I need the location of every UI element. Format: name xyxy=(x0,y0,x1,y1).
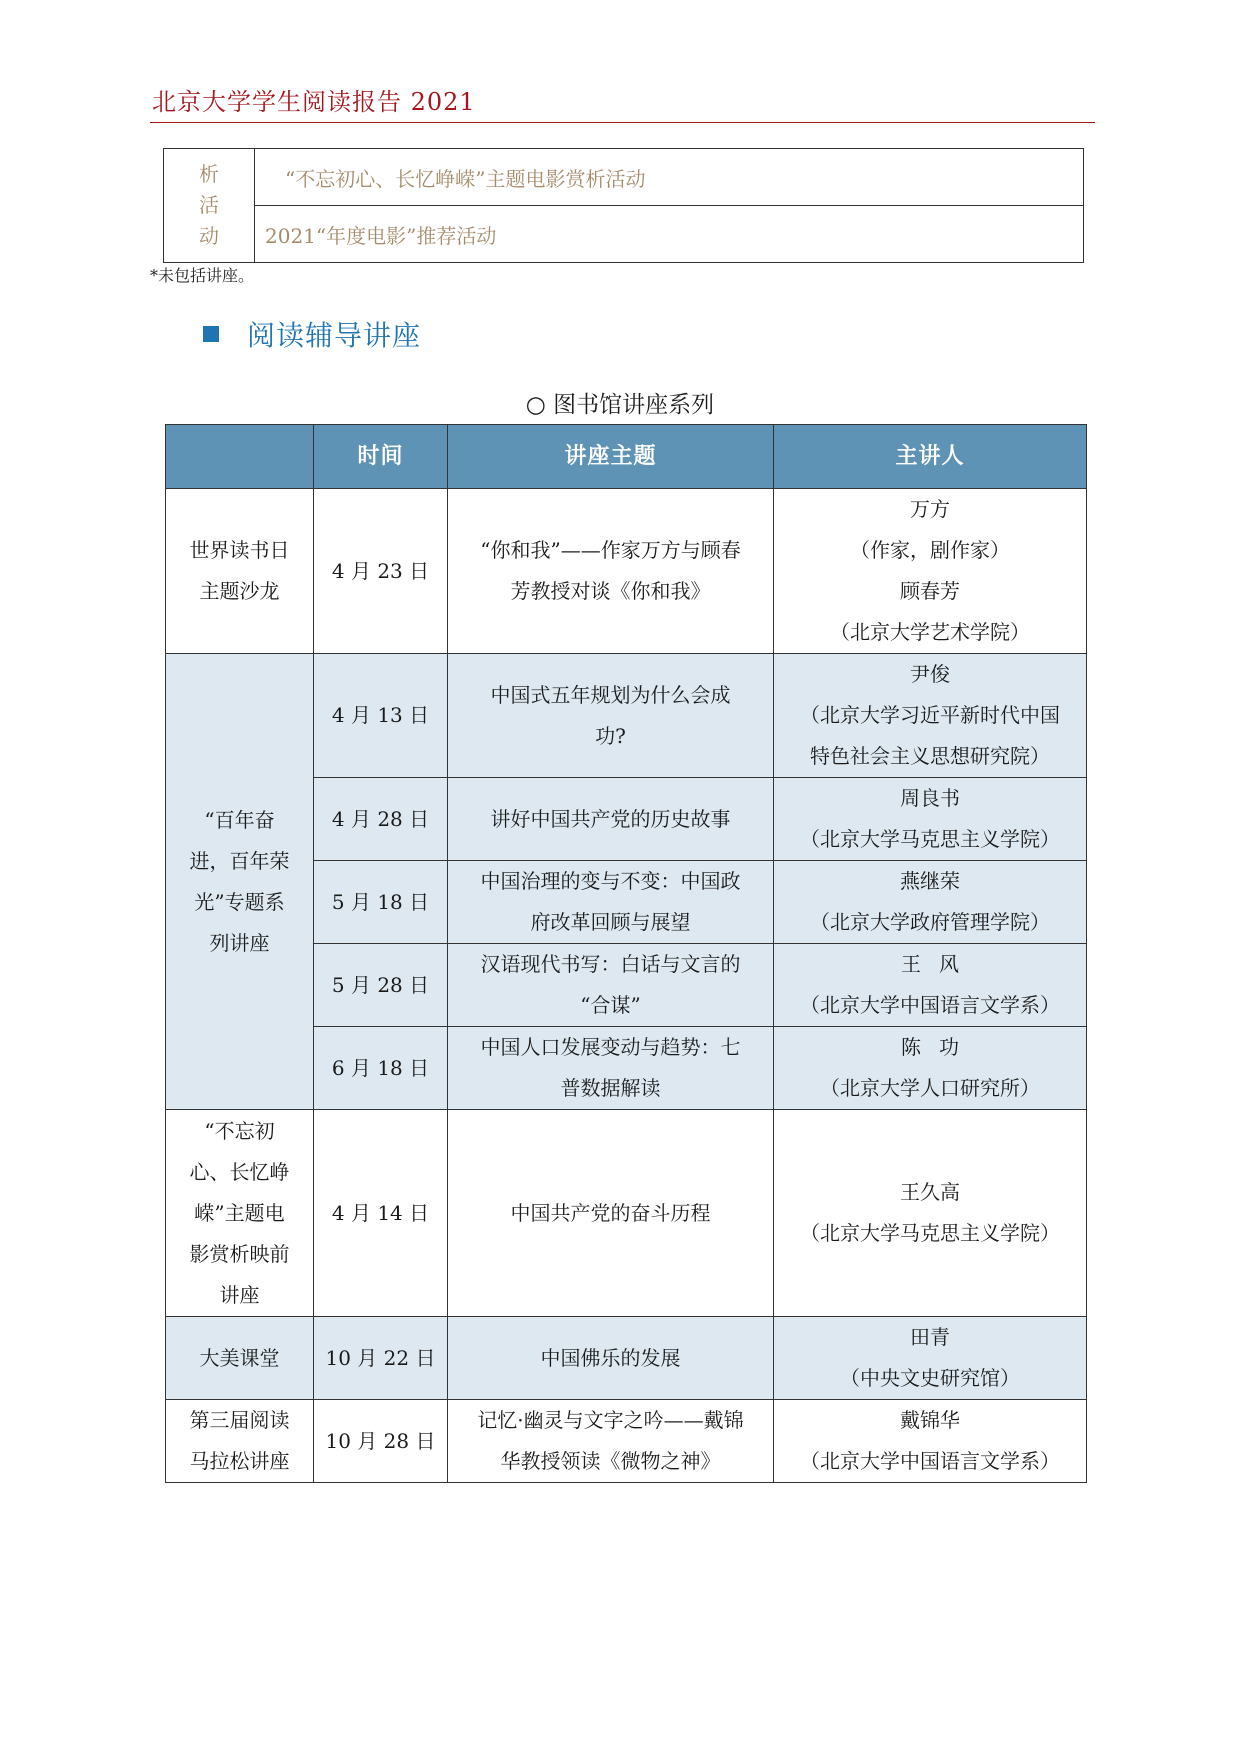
speaker-cell xyxy=(774,778,1087,861)
topic-line: 华教授领读《微物之神》 xyxy=(500,1449,721,1473)
speaker-line: 周良书 xyxy=(900,786,960,810)
series-name-line: 光”专题系 xyxy=(194,889,285,914)
topic-line: 中国佛乐的发展 xyxy=(540,1345,681,1370)
date-cell: 4 月 23 日 xyxy=(314,489,448,654)
speaker-line: （北京大学艺术学院） xyxy=(830,620,1030,644)
activity-category-cell xyxy=(164,149,255,263)
speaker-cell xyxy=(774,1027,1087,1110)
speaker-line: （北京大学习近平新时代中国 xyxy=(800,703,1060,727)
topic-line: 府改革回顾与展望 xyxy=(530,910,691,934)
speaker-line: 王风 xyxy=(901,952,977,976)
speaker-cell xyxy=(774,1110,1087,1317)
speaker-cell xyxy=(774,861,1087,944)
speaker-line: （北京大学马克思主义学院） xyxy=(800,1221,1060,1245)
speaker-line: 万方 xyxy=(910,497,950,521)
speaker-line: 燕继荣 xyxy=(900,869,960,893)
speaker-line: （北京大学中国语言文学系） xyxy=(800,993,1060,1017)
speaker-line: （北京大学中国语言文学系） xyxy=(800,1449,1060,1473)
topic-line: 普数据解读 xyxy=(560,1076,661,1100)
topic-line: 讲好中国共产党的历史故事 xyxy=(490,806,731,831)
speaker-line: （北京大学人口研究所） xyxy=(820,1076,1040,1100)
section-heading xyxy=(203,314,421,354)
table-footnote: *未包括讲座。 xyxy=(150,266,255,285)
series-name-line: 心、长忆峥 xyxy=(189,1159,290,1184)
topic-line: 记忆·幽灵与文字之吟——戴锦 xyxy=(477,1408,744,1432)
topic-cell xyxy=(448,778,774,861)
table-header-row xyxy=(166,425,1087,489)
topic-line: 功? xyxy=(595,723,626,748)
series-name-line: 讲座 xyxy=(219,1282,260,1307)
topic-line: 中国共产党的奋斗历程 xyxy=(510,1200,711,1225)
activities-continuation-table xyxy=(163,148,1084,263)
topic-line: 中国人口发展变动与趋势：七 xyxy=(480,1035,741,1059)
activity-item: “不忘初心、长忆峥嵘”主题电影赏析活动 xyxy=(255,149,1084,206)
topic-cell xyxy=(448,1400,774,1483)
speaker-line: 尹俊 xyxy=(910,662,950,686)
speaker-line: 顾春芳 xyxy=(900,579,960,603)
series-name-line: “不忘初 xyxy=(204,1118,275,1143)
speaker-cell xyxy=(774,654,1087,778)
date-cell: 10 月 28 日 xyxy=(314,1400,448,1483)
series-name-line: 影赏析映前 xyxy=(189,1241,290,1266)
date-cell: 10 月 22 日 xyxy=(314,1317,448,1400)
date-cell: 6 月 18 日 xyxy=(314,1027,448,1110)
date-cell: 4 月 14 日 xyxy=(314,1110,448,1317)
speaker-line: 陈功 xyxy=(901,1035,977,1059)
table-row xyxy=(166,1317,1087,1400)
topic-line: “合谋” xyxy=(580,993,641,1017)
speaker-line: （中央文史研究馆） xyxy=(840,1366,1020,1390)
series-name-line: “百年奋 xyxy=(204,807,275,832)
series-name-line: 世界读书日 xyxy=(189,538,290,562)
topic-line: 芳教授对谈《你和我》 xyxy=(510,579,711,603)
section-title: 阅读辅导讲座 xyxy=(247,319,422,352)
series-name-cell xyxy=(166,654,314,1110)
table-row xyxy=(166,1400,1087,1483)
speaker-line: （作家，剧作家） xyxy=(850,538,1010,562)
speaker-line: 特色社会主义思想研究院） xyxy=(810,744,1050,768)
table-caption: ○ 图书馆讲座系列 xyxy=(525,392,715,418)
series-name-line: 主题沙龙 xyxy=(199,579,280,603)
series-name-cell xyxy=(166,489,314,654)
date-cell: 4 月 13 日 xyxy=(314,654,448,778)
table-row xyxy=(166,654,1087,778)
speaker-line: 戴锦华 xyxy=(900,1408,960,1432)
column-header: 讲座主题 xyxy=(448,425,774,489)
report-header-title: 北京大学学生阅读报告 2021 xyxy=(152,88,476,116)
date-cell: 4 月 28 日 xyxy=(314,778,448,861)
series-name-line: 大美课堂 xyxy=(199,1345,280,1370)
series-name-cell xyxy=(166,1400,314,1483)
speaker-cell xyxy=(774,1317,1087,1400)
topic-cell xyxy=(448,489,774,654)
category-label-line: 动 xyxy=(199,224,219,248)
speaker-line: 田青 xyxy=(910,1325,950,1349)
speaker-cell xyxy=(774,1400,1087,1483)
speaker-line: （北京大学政府管理学院） xyxy=(810,910,1050,934)
category-label-line: 活 xyxy=(199,193,219,217)
topic-cell xyxy=(448,654,774,778)
date-cell: 5 月 28 日 xyxy=(314,944,448,1027)
lecture-series-table xyxy=(165,424,1087,1483)
square-bullet-icon xyxy=(203,326,219,342)
series-name-line: 第三届阅读 xyxy=(189,1408,290,1432)
column-header xyxy=(166,425,314,489)
column-header: 主讲人 xyxy=(774,425,1087,489)
series-name-line: 列讲座 xyxy=(209,930,270,955)
topic-line: “你和我”——作家万方与顾春 xyxy=(480,538,741,562)
topic-line: 汉语现代书写：白话与文言的 xyxy=(480,952,741,976)
topic-cell xyxy=(448,861,774,944)
category-label-line: 析 xyxy=(199,162,219,186)
topic-cell xyxy=(448,944,774,1027)
speaker-cell xyxy=(774,489,1087,654)
table-row xyxy=(166,489,1087,654)
column-header: 时间 xyxy=(314,425,448,489)
speaker-cell xyxy=(774,944,1087,1027)
activity-item: 2021“年度电影”推荐活动 xyxy=(255,206,1084,263)
speaker-line: 王久高 xyxy=(900,1180,960,1204)
speaker-line: （北京大学马克思主义学院） xyxy=(800,827,1060,851)
topic-cell xyxy=(448,1027,774,1110)
table-row xyxy=(166,1110,1087,1317)
series-name-cell xyxy=(166,1317,314,1400)
series-name-cell xyxy=(166,1110,314,1317)
topic-line: 中国式五年规划为什么会成 xyxy=(490,682,731,707)
series-name-line: 进，百年荣 xyxy=(189,848,290,873)
series-name-line: 马拉松讲座 xyxy=(189,1449,290,1473)
header-divider xyxy=(150,122,1095,123)
series-name-line: 嵘”主题电 xyxy=(194,1200,285,1225)
topic-cell xyxy=(448,1110,774,1317)
date-cell: 5 月 18 日 xyxy=(314,861,448,944)
topic-cell xyxy=(448,1317,774,1400)
topic-line: 中国治理的变与不变：中国政 xyxy=(480,869,741,893)
